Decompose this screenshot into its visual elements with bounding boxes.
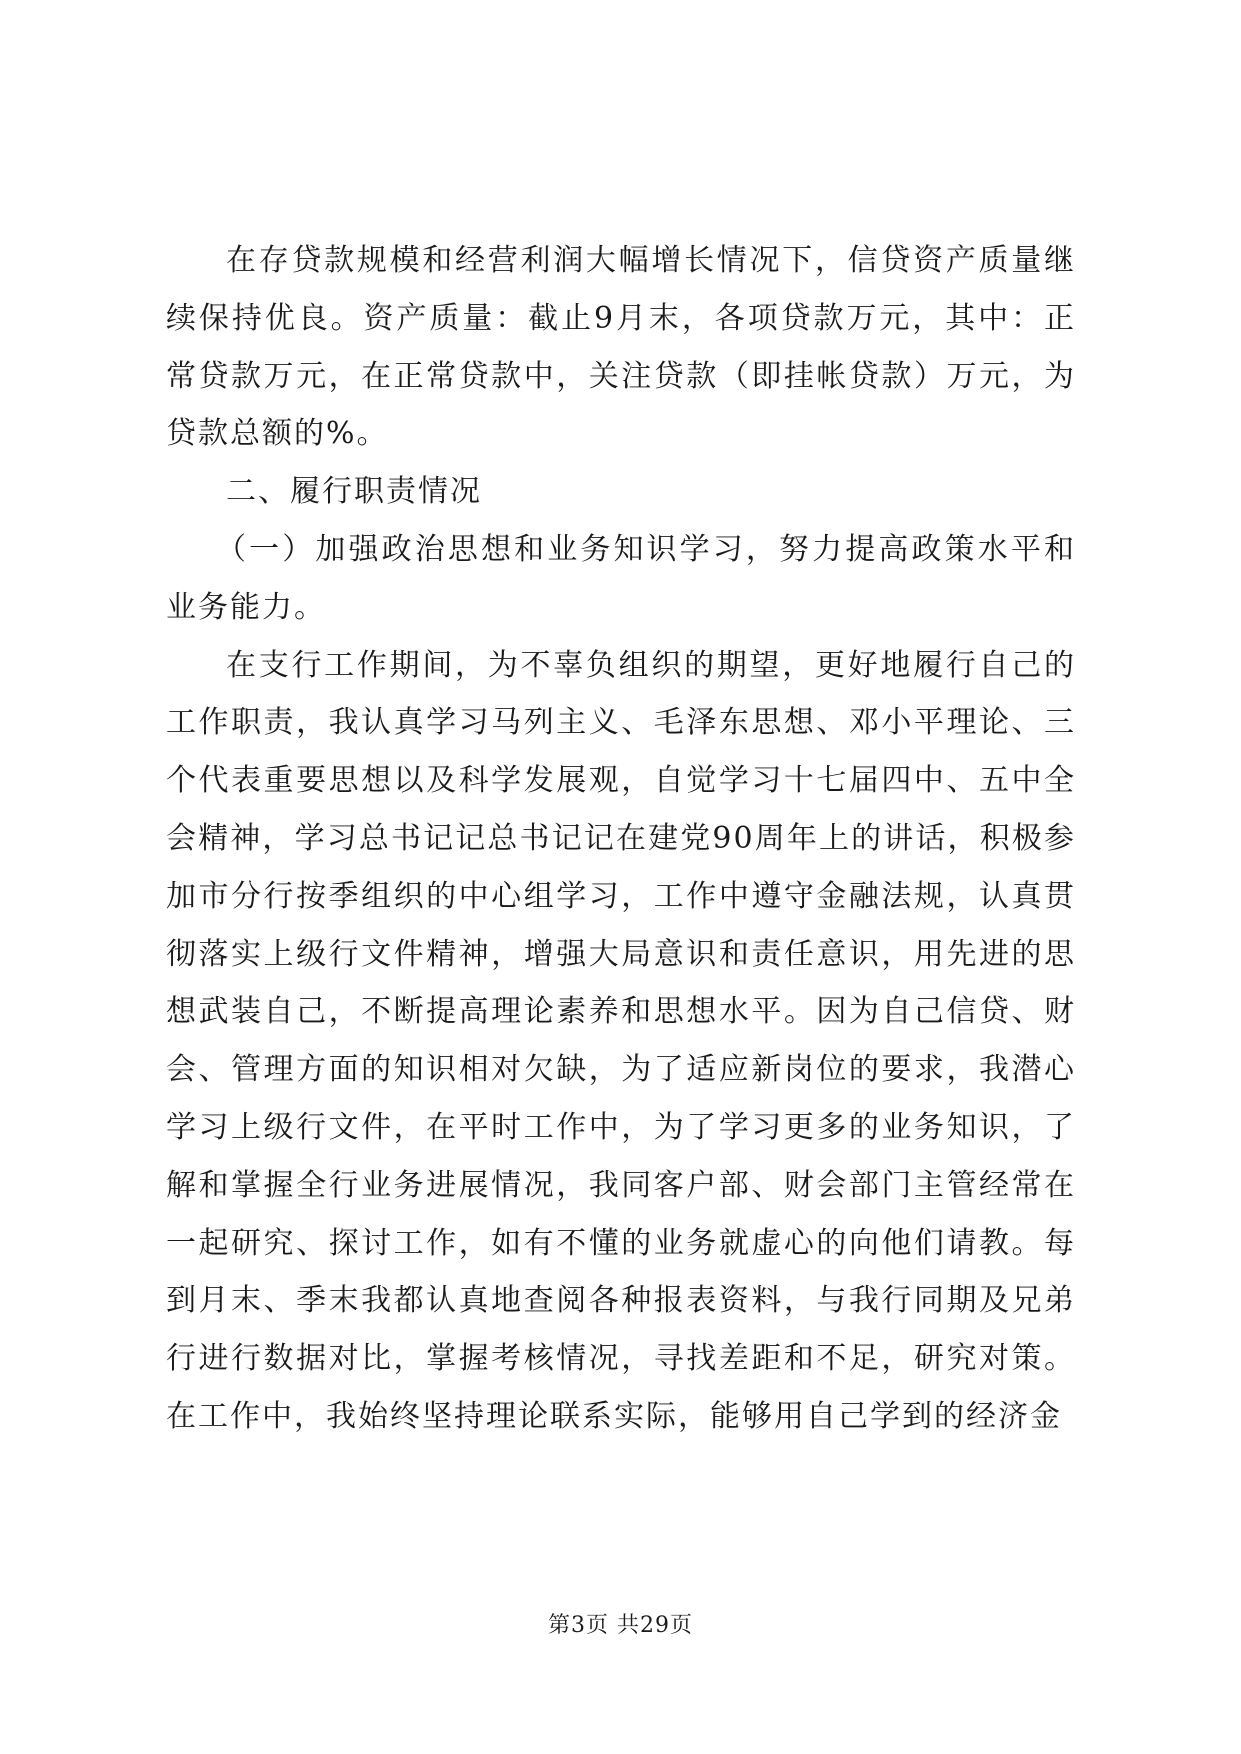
page-number-footer: 第3页 共29页	[548, 1613, 693, 1638]
subsection-heading-study: （一）加强政治思想和业务知识学习，努力提高政策水平和业务能力。	[166, 531, 1076, 625]
paragraph-study-details: 在支行工作期间，为不辜负组织的期望，更好地履行自己的工作职责，我认真学习马列主义、毛泽东思想、邓小平理论、三个代表重要思想以及科学发展观，自觉学习十七届四中、五中全会精神，学习总书记记总书记记在建党90周年上的讲话，积极参加市分行按季组织的中心组学习，工作中遵守金融法规，认真贯彻落实上级行文件精神，增强大局意识和责任意识，用先进的思想武装自己，不断提高理论素养和思想水平。因为自己信贷、财会、管理方面的知识相对欠缺，为了适应新岗位的要求，我潜心学习上级行文件，在平时工作中，为了学习更多的业务知识，了解和掌握全行业务进展情况，我同客户部、财会部门主管经常在一起研究、探讨工作，如有不懂的业务就虚心的向他们请教。每到月末、季末我都认真地查阅各种报表资料，与我行同期及兄弟行进行数据对比，掌握考核情况，寻找差距和不足，研究对策。在工作中，我始终坚持理论联系实际，能够用自己学到的经济金	[166, 647, 1076, 1434]
paragraph-asset-quality: 在存贷款规模和经营利润大幅增长情况下，信贷资产质量继续保持优良。资产质量：截止9月末，各项贷款万元，其中：正常贷款万元，在正常贷款中，关注贷款（即挂帐贷款）万元，为贷款总额的%。	[166, 243, 1076, 452]
section-heading-duties: 二、履行职责情况	[226, 474, 482, 510]
document-body	[166, 232, 1076, 1446]
